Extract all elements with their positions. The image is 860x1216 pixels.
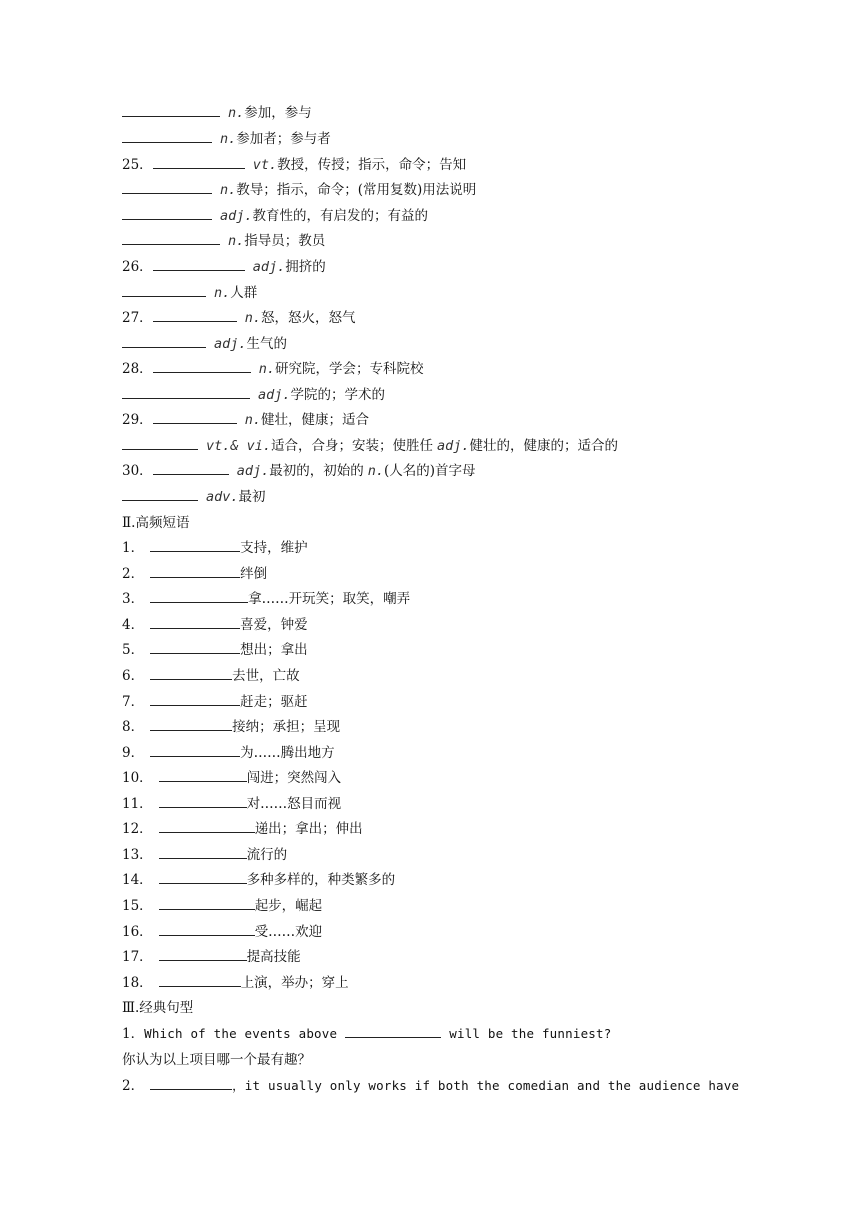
sentence-line bbox=[122, 1076, 739, 1096]
sentence-text-after: will be the funniest? bbox=[449, 1026, 612, 1041]
answer-blank[interactable] bbox=[122, 283, 206, 297]
meaning: 绊倒 bbox=[240, 566, 268, 582]
vocab-line bbox=[122, 206, 428, 226]
phrase-line bbox=[122, 564, 267, 584]
answer-blank[interactable] bbox=[153, 359, 251, 373]
answer-blank[interactable] bbox=[153, 155, 245, 169]
item-number: 8． bbox=[122, 719, 145, 735]
meaning: 教授，传授；指示，命令；告知 bbox=[277, 157, 467, 173]
item-number: 13． bbox=[122, 847, 153, 863]
item-number: 1． bbox=[122, 540, 145, 556]
item-number: 26． bbox=[122, 259, 153, 275]
item-number: 29． bbox=[122, 412, 153, 428]
answer-blank[interactable] bbox=[150, 743, 240, 757]
answer-blank[interactable] bbox=[150, 666, 232, 680]
item-number: 30． bbox=[122, 463, 153, 479]
item-number: 14． bbox=[122, 872, 153, 888]
part-of-speech: n. bbox=[220, 182, 237, 198]
meaning: 想出；拿出 bbox=[240, 642, 308, 658]
sentence-translation: 你认为以上项目哪一个最有趣？ bbox=[122, 1052, 311, 1068]
meaning: 去世，亡故 bbox=[232, 668, 300, 684]
answer-blank[interactable] bbox=[122, 436, 198, 450]
meaning: 指导员；教员 bbox=[244, 233, 326, 249]
item-number: 11． bbox=[122, 796, 153, 812]
meaning: 提高技能 bbox=[246, 949, 301, 965]
vocab-line bbox=[122, 180, 476, 200]
answer-blank[interactable] bbox=[122, 385, 250, 399]
part-of-speech: adj. bbox=[220, 208, 253, 224]
answer-blank[interactable] bbox=[345, 1024, 441, 1038]
answer-blank[interactable] bbox=[122, 231, 220, 245]
meaning: 适合，合身；安装；使胜任 bbox=[271, 438, 434, 454]
part-of-speech: vt.& vi. bbox=[206, 438, 272, 454]
phrase-line bbox=[122, 819, 363, 839]
answer-blank[interactable] bbox=[150, 640, 240, 654]
meaning: 最初的，初始的 bbox=[269, 463, 364, 479]
item-number: 17． bbox=[122, 949, 153, 965]
phrase-line bbox=[122, 589, 410, 609]
vocab-line bbox=[122, 308, 355, 328]
answer-blank[interactable] bbox=[122, 487, 198, 501]
vocab-line bbox=[122, 283, 257, 303]
vocab-line bbox=[122, 129, 331, 149]
sentence-line bbox=[122, 1024, 612, 1044]
meaning: (人名的)首字母 bbox=[383, 463, 476, 479]
meaning: 参加，参与 bbox=[244, 105, 312, 121]
item-number: 1． bbox=[122, 1026, 145, 1042]
answer-blank[interactable] bbox=[153, 461, 229, 475]
part-of-speech: n. bbox=[228, 233, 245, 249]
meaning: 多种多样的，种类繁多的 bbox=[246, 872, 396, 888]
part-of-speech: n. bbox=[258, 361, 275, 377]
phrase-line bbox=[122, 947, 301, 967]
vocab-line bbox=[122, 359, 423, 379]
answer-blank[interactable] bbox=[122, 334, 206, 348]
answer-blank[interactable] bbox=[150, 615, 240, 629]
part-of-speech: adj. bbox=[258, 387, 291, 403]
phrase-line bbox=[122, 870, 395, 890]
vocab-line bbox=[122, 436, 618, 456]
phrase-line bbox=[122, 615, 308, 635]
phrase-line bbox=[122, 640, 308, 660]
vocab-line bbox=[122, 334, 287, 354]
item-number: 7． bbox=[122, 694, 145, 710]
item-number: 3． bbox=[122, 591, 145, 607]
answer-blank[interactable] bbox=[122, 180, 212, 194]
item-number: 27． bbox=[122, 310, 153, 326]
meaning: 为……腾出地方 bbox=[240, 745, 335, 761]
phrase-line bbox=[122, 538, 308, 558]
meaning: 怒，怒火，怒气 bbox=[260, 310, 356, 326]
vocab-line bbox=[122, 231, 325, 251]
meaning: 教导；指示，命令；(常用复数)用法说明 bbox=[236, 182, 477, 198]
meaning: 研究院，学会；专科院校 bbox=[274, 361, 424, 377]
meaning: 喜爱，钟爱 bbox=[240, 617, 308, 633]
meaning: 健壮的，健康的；适合的 bbox=[469, 438, 619, 454]
phrase-line bbox=[122, 692, 308, 712]
answer-blank[interactable] bbox=[150, 717, 232, 731]
answer-blank[interactable] bbox=[159, 896, 255, 910]
phrase-line bbox=[122, 794, 341, 814]
answer-blank[interactable] bbox=[159, 845, 247, 859]
item-number: 10． bbox=[122, 770, 153, 786]
vocab-line bbox=[122, 410, 369, 430]
part-of-speech: adj. bbox=[214, 336, 247, 352]
phrase-line bbox=[122, 973, 349, 993]
meaning: 拥挤的 bbox=[285, 259, 326, 275]
part-of-speech: adv. bbox=[206, 489, 239, 505]
answer-blank[interactable] bbox=[122, 129, 212, 143]
meaning: 参加者；参与者 bbox=[236, 131, 331, 147]
part-of-speech: adj. bbox=[252, 259, 286, 275]
answer-blank[interactable] bbox=[150, 538, 240, 552]
item-number: 15． bbox=[122, 898, 153, 914]
vocab-line bbox=[122, 385, 385, 405]
item-number: 18． bbox=[122, 975, 153, 991]
meaning: 拿……开玩笑；取笑，嘲弄 bbox=[248, 591, 411, 607]
sentence-text-before: Which of the events above bbox=[144, 1026, 338, 1041]
vocab-line bbox=[122, 103, 312, 123]
item-number: 28． bbox=[122, 361, 153, 377]
phrase-line bbox=[122, 845, 287, 865]
phrase-line bbox=[122, 768, 341, 788]
item-number: 6． bbox=[122, 668, 145, 684]
part-of-speech: n. bbox=[220, 131, 237, 147]
vocab-line bbox=[122, 461, 476, 481]
part-of-speech: adj. bbox=[236, 463, 270, 479]
answer-blank[interactable] bbox=[122, 103, 220, 117]
phrase-line bbox=[122, 896, 322, 916]
meaning: 教育性的，有启发的；有益的 bbox=[252, 208, 429, 224]
part-of-speech: n. bbox=[228, 105, 245, 121]
phrase-line bbox=[122, 922, 322, 942]
answer-blank[interactable] bbox=[150, 692, 240, 706]
item-number: 5． bbox=[122, 642, 145, 658]
answer-blank[interactable] bbox=[159, 973, 241, 987]
meaning: 最初 bbox=[238, 489, 266, 505]
meaning: 受……欢迎 bbox=[254, 924, 323, 940]
answer-blank[interactable] bbox=[153, 257, 245, 271]
part-of-speech: n. bbox=[244, 310, 261, 326]
vocab-line bbox=[122, 257, 326, 277]
meaning: 闯进；突然闯入 bbox=[246, 770, 342, 786]
answer-blank[interactable] bbox=[159, 947, 247, 961]
meaning: 赶走；驱赶 bbox=[240, 694, 308, 710]
item-number: 2． bbox=[122, 1078, 145, 1094]
meaning: 上演，举办；穿上 bbox=[240, 975, 349, 991]
part-of-speech: adj. bbox=[437, 438, 470, 454]
part-of-speech: n. bbox=[244, 412, 261, 428]
item-number: 12． bbox=[122, 821, 153, 837]
item-number: 2． bbox=[122, 566, 145, 582]
answer-blank[interactable] bbox=[150, 1076, 232, 1090]
meaning: 对……怒目而视 bbox=[246, 796, 342, 812]
meaning: 起步，崛起 bbox=[254, 898, 323, 914]
phrase-line bbox=[122, 743, 335, 763]
answer-blank[interactable] bbox=[159, 768, 247, 782]
answer-blank[interactable] bbox=[150, 564, 240, 578]
answer-blank[interactable] bbox=[159, 819, 255, 833]
meaning: 接纳；承担；呈现 bbox=[232, 719, 341, 735]
meaning: 人群 bbox=[230, 285, 258, 301]
item-number: 25． bbox=[122, 157, 153, 173]
answer-blank[interactable] bbox=[122, 206, 212, 220]
vocab-line bbox=[122, 487, 266, 507]
answer-blank[interactable] bbox=[159, 794, 247, 808]
item-number: 4． bbox=[122, 617, 145, 633]
answer-blank[interactable] bbox=[150, 589, 248, 603]
meaning: 流行的 bbox=[246, 847, 288, 863]
meaning: 生气的 bbox=[246, 336, 288, 352]
answer-blank[interactable] bbox=[159, 922, 255, 936]
part-of-speech: n. bbox=[214, 285, 231, 301]
meaning: 学院的；学术的 bbox=[290, 387, 386, 403]
item-number: 9． bbox=[122, 745, 145, 761]
section-heading-phrases: Ⅱ.高频短语 bbox=[122, 515, 190, 531]
phrase-line bbox=[122, 717, 340, 737]
meaning: 健壮，健康；适合 bbox=[260, 412, 369, 428]
sentence-text-after: ，it usually only works if both the comedian and the audience have bbox=[232, 1078, 740, 1093]
section-heading-sentences: Ⅲ.经典句型 bbox=[122, 1000, 194, 1016]
answer-blank[interactable] bbox=[153, 410, 237, 424]
phrase-line bbox=[122, 666, 300, 686]
part-of-speech: vt. bbox=[252, 157, 278, 173]
meaning: 支持，维护 bbox=[240, 540, 308, 556]
item-number: 16． bbox=[122, 924, 153, 940]
answer-blank[interactable] bbox=[153, 308, 237, 322]
vocab-line bbox=[122, 155, 466, 175]
part-of-speech: n. bbox=[367, 463, 384, 479]
meaning: 递出；拿出；伸出 bbox=[254, 821, 363, 837]
answer-blank[interactable] bbox=[159, 870, 247, 884]
